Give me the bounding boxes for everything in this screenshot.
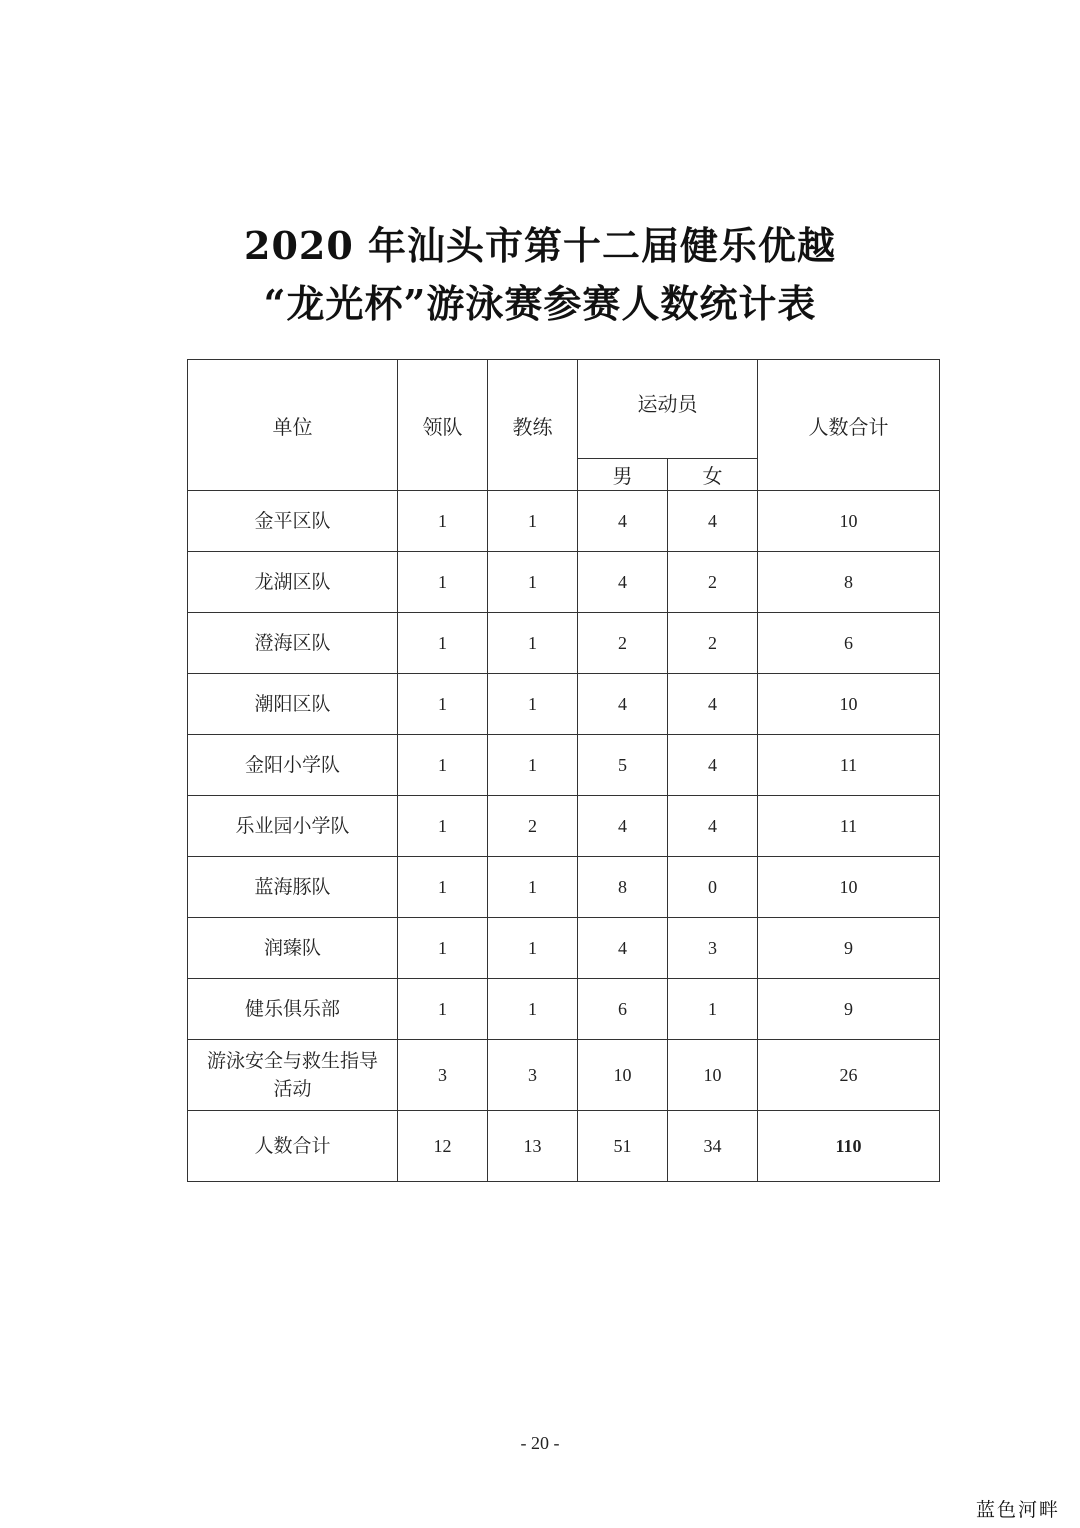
summary-female: 34 <box>668 1111 758 1182</box>
cell-total: 10 <box>758 674 940 735</box>
cell-unit: 乐业园小学队 <box>188 796 398 857</box>
cell-coach: 1 <box>488 613 578 674</box>
header-leader: 领队 <box>398 360 488 491</box>
cell-unit: 游泳安全与救生指导活动 <box>188 1040 398 1111</box>
cell-coach: 1 <box>488 857 578 918</box>
cell-total: 11 <box>758 735 940 796</box>
cell-unit: 健乐俱乐部 <box>188 979 398 1040</box>
table-row <box>188 735 940 796</box>
cell-total: 9 <box>758 918 940 979</box>
cell-coach: 2 <box>488 796 578 857</box>
table-row <box>188 552 940 613</box>
title-line-2: “龙光杯”游泳赛参赛人数统计表 <box>263 281 817 326</box>
table-row <box>188 796 940 857</box>
cell-female: 4 <box>668 796 758 857</box>
table-row <box>188 674 940 735</box>
cell-unit: 龙湖区队 <box>188 552 398 613</box>
cell-leader: 1 <box>398 979 488 1040</box>
cell-total: 9 <box>758 979 940 1040</box>
cell-male: 4 <box>578 918 668 979</box>
cell-total: 10 <box>758 491 940 552</box>
cell-leader: 1 <box>398 674 488 735</box>
cell-leader: 1 <box>398 491 488 552</box>
cell-coach: 1 <box>488 674 578 735</box>
cell-unit: 蓝海豚队 <box>188 857 398 918</box>
cell-male: 2 <box>578 613 668 674</box>
cell-leader: 1 <box>398 918 488 979</box>
watermark: 蓝色河畔 <box>975 1499 1060 1521</box>
cell-coach: 1 <box>488 491 578 552</box>
table-row <box>188 491 940 552</box>
cell-female: 4 <box>668 674 758 735</box>
summary-total: 110 <box>758 1111 940 1182</box>
header-female: 女 <box>668 459 758 491</box>
cell-male: 6 <box>578 979 668 1040</box>
cell-unit: 金平区队 <box>188 491 398 552</box>
cell-coach: 3 <box>488 1040 578 1111</box>
header-total: 人数合计 <box>758 360 940 491</box>
cell-male: 4 <box>578 674 668 735</box>
cell-total: 6 <box>758 613 940 674</box>
header-male: 男 <box>578 459 668 491</box>
table-row <box>188 613 940 674</box>
cell-leader: 1 <box>398 796 488 857</box>
cell-female: 4 <box>668 491 758 552</box>
participants-table <box>187 359 940 1182</box>
cell-male: 4 <box>578 491 668 552</box>
cell-leader: 1 <box>398 552 488 613</box>
cell-unit: 潮阳区队 <box>188 674 398 735</box>
cell-male: 4 <box>578 552 668 613</box>
table-header-row <box>188 360 940 459</box>
summary-unit: 人数合计 <box>188 1111 398 1182</box>
summary-row <box>188 1111 940 1182</box>
table-row <box>188 857 940 918</box>
title-line-1: 2020 年汕头市第十二届健乐优越 <box>244 223 836 268</box>
cell-coach: 1 <box>488 979 578 1040</box>
cell-total: 26 <box>758 1040 940 1111</box>
cell-female: 2 <box>668 552 758 613</box>
cell-male: 8 <box>578 857 668 918</box>
header-athletes: 运动员 <box>578 360 758 459</box>
cell-unit: 润臻队 <box>188 918 398 979</box>
cell-female: 0 <box>668 857 758 918</box>
cell-female: 2 <box>668 613 758 674</box>
cell-leader: 1 <box>398 613 488 674</box>
table-row <box>188 979 940 1040</box>
table-row <box>188 918 940 979</box>
cell-total: 8 <box>758 552 940 613</box>
header-coach: 教练 <box>488 360 578 491</box>
cell-male: 4 <box>578 796 668 857</box>
cell-unit: 澄海区队 <box>188 613 398 674</box>
cell-unit: 金阳小学队 <box>188 735 398 796</box>
cell-female: 3 <box>668 918 758 979</box>
cell-female: 10 <box>668 1040 758 1111</box>
cell-female: 4 <box>668 735 758 796</box>
summary-leader: 12 <box>398 1111 488 1182</box>
cell-total: 10 <box>758 857 940 918</box>
header-unit: 单位 <box>188 360 398 491</box>
cell-male: 10 <box>578 1040 668 1111</box>
table-row <box>188 1040 940 1111</box>
cell-male: 5 <box>578 735 668 796</box>
cell-coach: 1 <box>488 735 578 796</box>
summary-coach: 13 <box>488 1111 578 1182</box>
cell-leader: 1 <box>398 735 488 796</box>
cell-leader: 1 <box>398 857 488 918</box>
page-number: - 20 - <box>520 1433 560 1453</box>
cell-coach: 1 <box>488 552 578 613</box>
cell-total: 11 <box>758 796 940 857</box>
summary-male: 51 <box>578 1111 668 1182</box>
cell-coach: 1 <box>488 918 578 979</box>
cell-leader: 3 <box>398 1040 488 1111</box>
cell-female: 1 <box>668 979 758 1040</box>
